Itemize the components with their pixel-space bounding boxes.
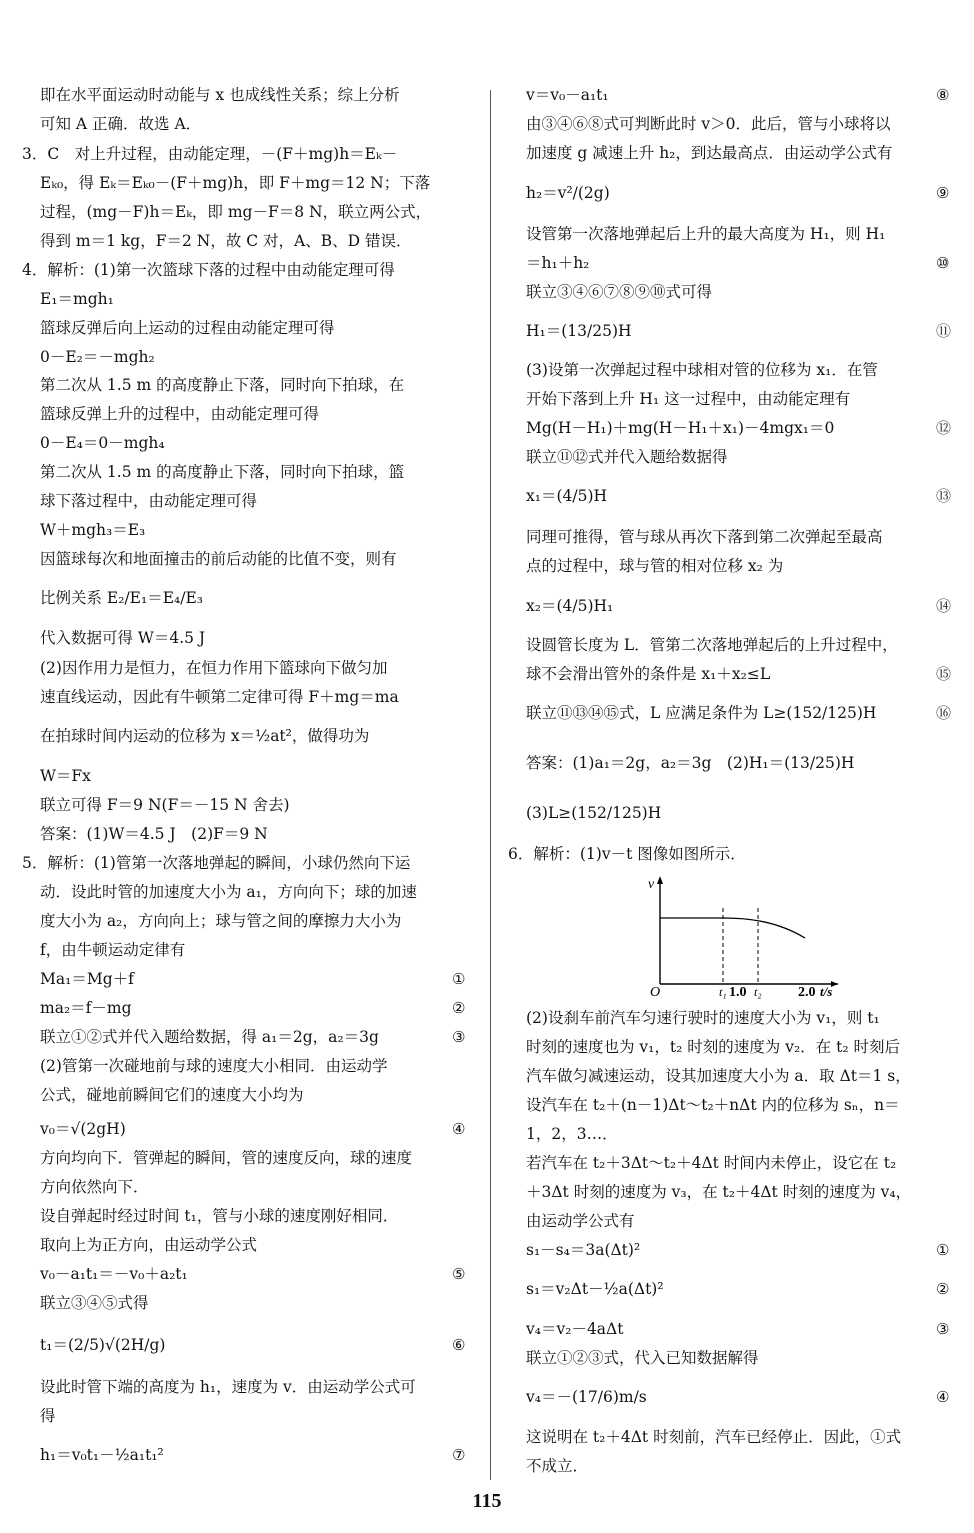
text-line: 第二次从 1.5 m 的高度静止下落，同时向下拍球，篮 xyxy=(40,463,405,481)
text-line: 设管第一次落地弹起后上升的最大高度为 H₁，则 H₁ xyxy=(526,225,886,243)
text-line: W＝Fx xyxy=(40,767,91,785)
text-line: Ma₁＝Mg＋f xyxy=(40,970,134,988)
equation-number: ⑨ xyxy=(936,184,950,202)
text-line: v₄＝v₂－4aΔt xyxy=(526,1320,624,1338)
text-line: 速直线运动，因此有牛顿第二定律可得 F＋mg＝ma xyxy=(40,688,399,706)
text-line: 联立③④⑥⑦⑧⑨⑩式可得 xyxy=(526,283,713,301)
text-line: 球不会滑出管外的条件是 x₁＋x₂≤L xyxy=(526,665,771,683)
column-divider xyxy=(490,90,491,1480)
text-line: 篮球反弹上升的过程中，由动能定理可得 xyxy=(40,405,320,423)
text-line: v₀＝√(2gH) xyxy=(40,1120,126,1138)
text-line: H₁＝(13/25)H xyxy=(526,322,632,340)
text-line: (2)因作用力是恒力，在恒力作用下篮球向下做匀加 xyxy=(40,659,388,677)
v-t-curve xyxy=(660,918,805,938)
equation-number: ③ xyxy=(452,1028,466,1046)
text-line: 3．C 对上升过程，由动能定理，－(F＋mg)h＝Eₖ－ xyxy=(22,145,398,163)
equation-number: ⑯ xyxy=(936,704,952,722)
text-line: 度大小为 a₂，方向向上；球与管之间的摩擦力大小为 xyxy=(40,912,402,930)
text-line: 4．解析：(1)第一次篮球下落的过程中由动能定理可得 xyxy=(22,261,395,279)
equation-number: ① xyxy=(452,970,466,988)
text-line: 得 xyxy=(40,1407,56,1425)
text-line: v＝v₀－a₁t₁ xyxy=(526,86,609,104)
text-line: 设此时管下端的高度为 h₁，速度为 v．由运动学公式可 xyxy=(40,1378,416,1396)
text-line: 方向均向下．管弹起的瞬间，管的速度反向，球的速度 xyxy=(40,1149,413,1167)
equation-number: ④ xyxy=(452,1120,466,1138)
text-line: 0－E₂＝－mgh₂ xyxy=(40,348,155,366)
text-line: 同理可推得，管与球从再次下落到第二次弹起至最高 xyxy=(526,528,883,546)
equation-number: ⑦ xyxy=(452,1446,466,1464)
text-line: W＋mgh₃＝E₃ xyxy=(40,521,146,539)
equation-number: ⑧ xyxy=(936,86,950,104)
t2-label: t₂ xyxy=(754,985,762,999)
text-line: 由运动学公式有 xyxy=(526,1212,635,1230)
text-line: 联立③④⑤式得 xyxy=(40,1294,149,1312)
text-line: f，由牛顿运动定律有 xyxy=(40,941,186,959)
text-line: v₀－a₁t₁＝－v₀＋a₂t₁ xyxy=(40,1265,188,1283)
equation-number: ③ xyxy=(936,1320,950,1338)
text-line: 设汽车在 t₂＋(n－1)Δt～t₂＋nΔt 内的位移为 sₙ，n＝ xyxy=(526,1096,900,1114)
text-line: s₁－s₄＝3a(Δt)² xyxy=(526,1241,641,1259)
text-line: 设圆管长度为 L．管第二次落地弹起后的上升过程中， xyxy=(526,636,898,654)
text-line: 球下落过程中，由动能定理可得 xyxy=(40,492,258,510)
text-line: 即在水平面运动时动能与 x 也成线性关系；综上分析 xyxy=(40,86,400,104)
equation-number: ⑬ xyxy=(936,487,952,505)
text-line: x₂＝(4/5)H₁ xyxy=(526,597,614,615)
equation-number: ④ xyxy=(936,1388,950,1406)
text-line: 6．解析：(1)v－t 图像如图所示． xyxy=(508,845,746,863)
text-line: 设自弹起时经过时间 t₁，管与小球的速度刚好相同． xyxy=(40,1207,399,1225)
text-line: ＝h₁＋h₂ xyxy=(526,254,590,272)
tick-2-label: 2.0 xyxy=(798,985,816,1000)
equation-number: ② xyxy=(936,1280,950,1298)
tick-1-label: 1.0 xyxy=(729,985,747,1000)
text-line: 汽车做匀减速运动，设其加速度大小为 a．取 Δt＝1 s， xyxy=(526,1067,911,1085)
equation-number: ⑫ xyxy=(936,419,952,437)
text-line: (2)管第一次碰地前与球的速度大小相同．由运动学 xyxy=(40,1057,388,1075)
text-line: 联立①②式并代入题给数据，得 a₁＝2g，a₂＝3g xyxy=(40,1028,379,1046)
equation-number: ⑭ xyxy=(936,597,952,615)
text-line: ma₂＝f－mg xyxy=(40,999,132,1017)
text-line: 不成立． xyxy=(526,1457,589,1475)
v-axis-arrow xyxy=(657,876,663,884)
text-line: h₂＝v²/(2g) xyxy=(526,184,610,202)
equation-number: ① xyxy=(936,1241,950,1259)
text-line: s₁＝v₂Δt－½a(Δt)² xyxy=(526,1280,664,1298)
text-line: 这说明在 t₂＋4Δt 时刻前，汽车已经停止．因此，①式 xyxy=(526,1428,902,1446)
text-line: 答案：(1)W＝4.5 J (2)F＝9 N xyxy=(40,825,268,843)
equation-number: ⑥ xyxy=(452,1336,466,1354)
text-line: (3)L≥(152/125)H xyxy=(526,804,662,822)
text-line: 第二次从 1.5 m 的高度静止下落，同时向下拍球，在 xyxy=(40,376,405,394)
v-t-graph xyxy=(640,872,850,1002)
text-line: 公式，碰地前瞬间它们的速度大小均为 xyxy=(40,1086,304,1104)
text-line: v₄＝－(17/6)m/s xyxy=(526,1388,647,1406)
v-axis-label: v xyxy=(648,877,655,892)
text-line: 因篮球每次和地面撞击的前后动能的比值不变，则有 xyxy=(40,550,397,568)
t-axis-label: t/s xyxy=(820,984,833,999)
text-line: Eₖ₀，得 Eₖ＝Eₖ₀－(F＋mg)h，即 F＋mg＝12 N；下落 xyxy=(40,174,431,192)
text-line: h₁＝v₀t₁－½a₁t₁² xyxy=(40,1446,164,1464)
text-line: 联立⑪⑬⑭⑮式，L 应满足条件为 L≥(152/125)H xyxy=(526,704,877,722)
equation-number: ⑪ xyxy=(936,322,952,340)
text-line: 若汽车在 t₂＋3Δt～t₂＋4Δt 时间内未停止，设它在 t₂ xyxy=(526,1154,897,1172)
text-line: 0－E₄＝0－mgh₄ xyxy=(40,434,165,452)
text-line: 得到 m＝1 kg，F＝2 N，故 C 对，A、B、D 错误． xyxy=(40,232,412,250)
text-line: E₁＝mgh₁ xyxy=(40,290,114,308)
text-line: 点的过程中，球与管的相对位移 x₂ 为 xyxy=(526,557,784,575)
text-line: Mg(H－H₁)＋mg(H－H₁＋x₁)－4mgx₁＝0 xyxy=(526,419,835,437)
text-line: 动．设此时管的加速度大小为 a₁，方向向下；球的加速 xyxy=(40,883,417,901)
text-line: 篮球反弹后向上运动的过程由动能定理可得 xyxy=(40,319,335,337)
page-number: 115 xyxy=(472,1490,502,1512)
text-line: 联立①②③式，代入已知数据解得 xyxy=(526,1349,759,1367)
text-line: ＋3Δt 时刻的速度为 v₃，在 t₂＋4Δt 时刻的速度为 v₄， xyxy=(526,1183,912,1201)
text-line: 在拍球时间内运动的位移为 x＝½at²，做得功为 xyxy=(40,727,370,745)
text-line: 代入数据可得 W＝4.5 J xyxy=(40,629,206,647)
text-line: 时刻的速度也为 v₁，t₂ 时刻的速度为 v₂．在 t₂ 时刻后 xyxy=(526,1038,900,1056)
text-line: 可知 A 正确．故选 A． xyxy=(40,115,202,133)
text-line: 加速度 g 减速上升 h₂，到达最高点．由运动学公式有 xyxy=(526,144,893,162)
equation-number: ② xyxy=(452,999,466,1017)
text-line: t₁＝(2/5)√(2H/g) xyxy=(40,1336,166,1354)
text-line: 由③④⑥⑧式可判断此时 v＞0．此后，管与小球将以 xyxy=(526,115,891,133)
text-line: 5．解析：(1)管第一次落地弹起的瞬间，小球仍然向下运 xyxy=(22,854,411,872)
text-line: 过程，(mg－F)h＝Eₖ，即 mg－F＝8 N，联立两公式， xyxy=(40,203,432,221)
text-line: 1，2，3…． xyxy=(526,1125,618,1143)
text-line: (2)设刹车前汽车匀速行驶时的速度大小为 v₁，则 t₁ xyxy=(526,1009,880,1027)
equation-number: ⑩ xyxy=(936,254,950,272)
text-line: 联立⑪⑫式并代入题给数据得 xyxy=(526,448,728,466)
text-line: 开始下落到上升 H₁ 这一过程中，由动能定理有 xyxy=(526,390,851,408)
text-line: 比例关系 E₂/E₁＝E₄/E₃ xyxy=(40,589,203,607)
t1-label: t₁ xyxy=(719,985,727,999)
text-line: (3)设第一次弹起过程中球相对管的位移为 x₁．在管 xyxy=(526,361,878,379)
text-line: 联立可得 F＝9 N(F＝－15 N 舍去) xyxy=(40,796,290,814)
origin-label: O xyxy=(650,985,661,1000)
text-line: 方向依然向下． xyxy=(40,1178,149,1196)
text-line: 答案：(1)a₁＝2g，a₂＝3g (2)H₁＝(13/25)H xyxy=(526,754,855,772)
equation-number: ⑤ xyxy=(452,1265,466,1283)
text-line: 取向上为正方向，由运动学公式 xyxy=(40,1236,258,1254)
equation-number: ⑮ xyxy=(936,665,952,683)
text-line: x₁＝(4/5)H xyxy=(526,487,608,505)
